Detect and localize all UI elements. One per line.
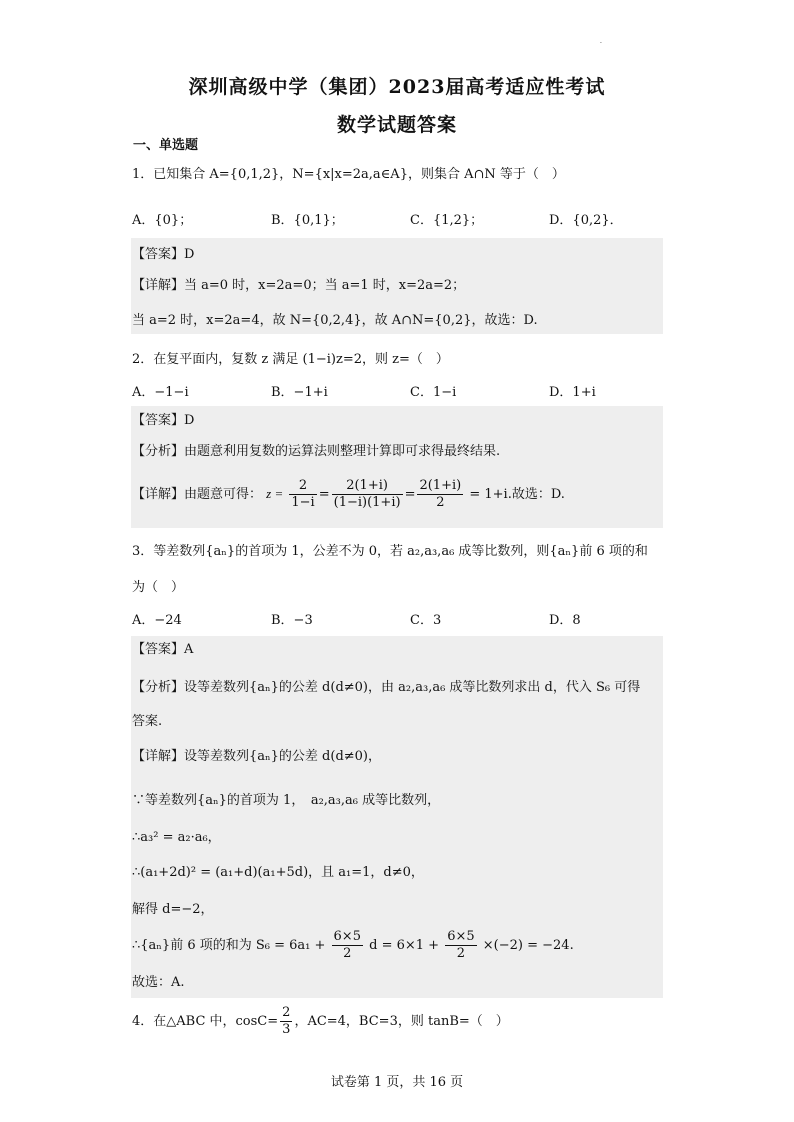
q1-detail-2: 当 a=2 时，x=2a=4，故 N={0,2,4}，故 A∩N={0,2}，故选：D. (132, 313, 538, 328)
q2-frac1-numerator: 2 (289, 478, 316, 495)
q3-detail-5: 解得 d=−2， (132, 902, 214, 917)
q2-answer: 【答案】D (132, 413, 195, 428)
q2-stem: 2．在复平面内，复数 z 满足 (1−i)z=2，则 z=（ ） (132, 352, 449, 367)
q3-stem-line-1: 3．等差数列{aₙ}的首项为 1，公差不为 0，若 a₂,a₃,a₆ 成等比数列，则{aₙ}前 6 项的和 (132, 544, 648, 559)
q2-detail-z: z = (266, 486, 284, 501)
q3-option-c: C．3 (410, 613, 442, 628)
q2-frac2-numerator: 2(1+i) (332, 478, 403, 495)
q4-stem (132, 1005, 509, 1039)
q2-frac3-numerator: 2(1+i) (419, 478, 462, 493)
q4-frac-denominator: 3 (282, 1022, 291, 1037)
q2-analysis: 【分析】由题意利用复数的运算法则整理计算即可求得最终结果. (132, 444, 501, 459)
q2-fraction-2 (332, 478, 403, 511)
q1-option-a: A．{0}； (132, 213, 193, 228)
q2-frac3-denominator: 2 (436, 495, 445, 510)
q2-frac2-denominator: (1−i)(1+i) (333, 495, 401, 510)
page-subtitle: 数学试题答案 (336, 114, 457, 136)
q3-detail-4: ∴(a₁+2d)² = (a₁+d)(a₁+5d)，且 a₁=1，d≠0， (132, 865, 424, 880)
q3-detail-6-mid: d = 6×1 + (369, 938, 440, 953)
q2-option-b: B．−1+i (271, 385, 328, 400)
page-footer: 试卷第 1 页，共 16 页 (330, 1075, 464, 1090)
q4-stem-prefix: 4．在△ABC 中，cosC= (132, 1014, 279, 1029)
q3-option-d: D．8 (549, 613, 581, 628)
q1-stem: 1．已知集合 A={0,1,2}，N={x|x=2a,a∈A}，则集合 A∩N 等于（ ） (132, 167, 565, 182)
q3-frac-a-numerator: 6×5 (333, 929, 361, 944)
q3-frac-b-numerator: 6×5 (447, 929, 475, 944)
q3-analysis-1: 【分析】设等差数列{aₙ}的公差 d(d≠0)，由 a₂,a₃,a₆ 成等比数列求出 d，代入 S₆ 可得 (132, 680, 641, 695)
q2-fraction-3 (417, 478, 463, 511)
q2-option-c: C．1−i (410, 385, 457, 400)
page-title: 深圳高级中学（集团）2023届高考适应性考试 (188, 76, 606, 98)
q3-fraction-a (332, 929, 363, 962)
q3-detail-6 (132, 929, 574, 963)
section-heading: 一、单选题 (133, 138, 199, 153)
q3-detail-6-suffix: ×(−2) = −24. (482, 938, 574, 953)
q4-stem-suffix: ，AC=4，BC=3，则 tanB=（ ） (294, 1014, 509, 1029)
q4-frac-numerator: 2 (282, 1005, 291, 1020)
q2-detail: 【详解】由题意可得： z = $\frac{2}{1-i}$ = $\frac{2(1+i)}{(1-i)(1+i)}$ = $\frac{2(1+i)}{2}$ = 1+i.故选：D. (132, 478, 565, 510)
q2-option-d: D．1+i (549, 385, 596, 400)
q2-option-a: A．−1−i (132, 385, 189, 400)
q3-frac-b-denominator: 2 (456, 946, 466, 961)
q1-option-c: C．{1,2}； (410, 213, 484, 228)
q2-frac1-denominator: 1−i (291, 495, 315, 510)
q3-option-b: B．−3 (271, 613, 313, 628)
q3-frac-a-denominator: 2 (343, 946, 352, 961)
q1-option-d: D．{0,2}． (549, 213, 623, 228)
q3-fraction-b (445, 929, 476, 962)
q3-detail-6-prefix: ∴{aₙ}前 6 项的和为 S₆ = 6a₁ + (132, 938, 326, 953)
corner-mark: · (600, 40, 602, 47)
q2-fraction-1 (289, 478, 316, 511)
q3-detail-7: 故选：A. (132, 975, 185, 990)
q3-detail-2: ∵等差数列{aₙ}的首项为 1， a₂,a₃,a₆ 成等比数列， (132, 793, 441, 808)
q3-stem-line-2: 为（ ） (132, 580, 185, 595)
q1-answer: 【答案】D (132, 247, 195, 262)
q3-option-a: A．−24 (132, 613, 182, 628)
q1-detail-1: 【详解】当 a=0 时，x=2a=0；当 a=1 时，x=2a=2； (132, 278, 466, 293)
q3-answer: 【答案】A (132, 642, 194, 657)
q2-detail-prefix: 【详解】由题意可得： (132, 487, 263, 502)
q1-option-b: B．{0,1}； (271, 213, 344, 228)
q2-detail-suffix: = 1+i.故选：D. (469, 487, 565, 502)
q3-detail-1: 【详解】设等差数列{aₙ}的公差 d(d≠0)， (132, 749, 381, 764)
q3-detail-3: ∴a₃² = a₂·a₆， (132, 830, 221, 845)
q4-fraction (280, 1005, 292, 1038)
q3-analysis-2: 答案. (132, 714, 163, 729)
